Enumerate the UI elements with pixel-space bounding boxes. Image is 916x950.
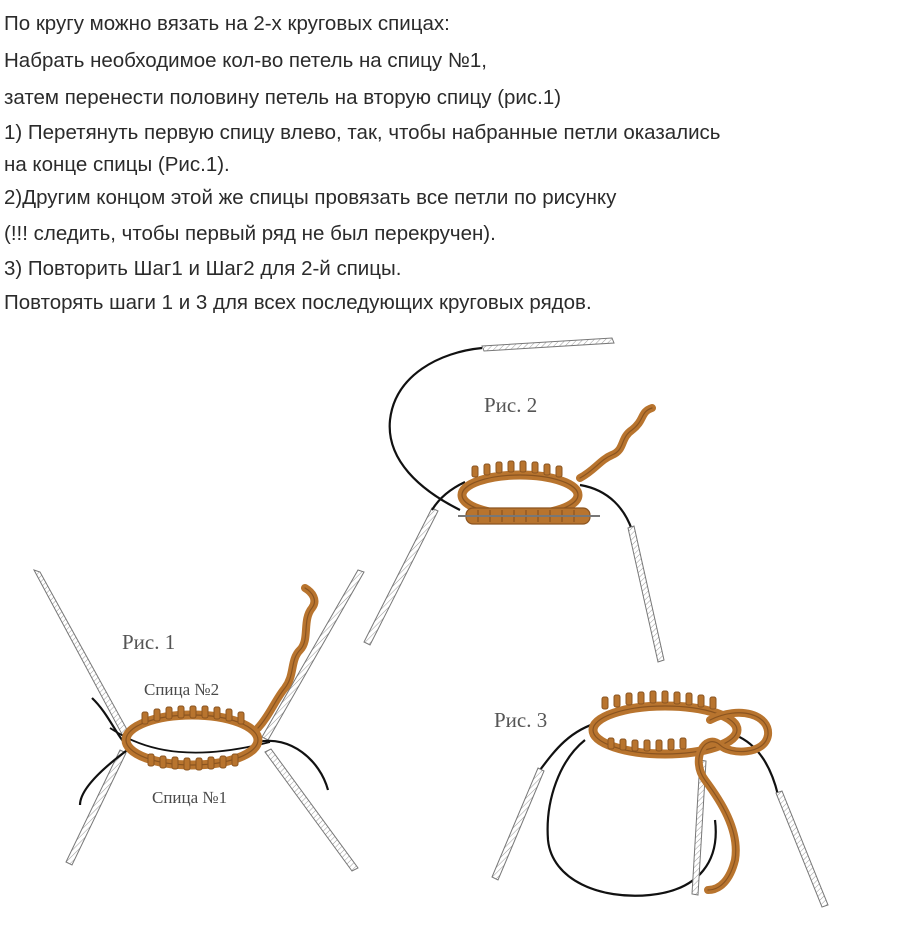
- needle-left-upper: [34, 570, 130, 738]
- needle-right-lower: [265, 749, 358, 871]
- cable-loop: [548, 740, 716, 896]
- instruction-line: 2)Другим концом этой же спицы провязать все петли по рисунку: [4, 186, 617, 209]
- stitches-inner: [608, 738, 686, 751]
- needle-top: [482, 338, 614, 351]
- needle-left-lower: [66, 750, 126, 865]
- figure-1: [34, 570, 364, 871]
- cable-right: [735, 735, 778, 795]
- instruction-line: 1) Перетянуть первую спицу влево, так, чтобы набранные петли оказались: [4, 121, 721, 144]
- instruction-line: затем перенести половину петель на вторую спицу (рис.1): [4, 86, 562, 109]
- instruction-line: По кругу можно вязать на 2-х круговых спицах:: [4, 12, 450, 35]
- needle-1-label: Спица №1: [152, 788, 228, 807]
- instruction-line: Повторять шаги 1 и 3 для всех последующих круговых рядов.: [4, 291, 592, 314]
- needle-lower-right: [628, 526, 664, 662]
- figure-1-label: Рис. 1: [122, 630, 176, 654]
- needle-2-label: Спица №2: [144, 680, 220, 699]
- instruction-line: 3) Повторить Шаг1 и Шаг2 для 2-й спицы.: [4, 257, 402, 280]
- instruction-line: Набрать необходимое кол-во петель на спицу №1,: [4, 49, 487, 72]
- figure-2: [364, 338, 664, 662]
- needle-right: [776, 791, 828, 907]
- cable-right: [580, 485, 632, 530]
- needle-lower-left: [364, 508, 438, 645]
- instruction-line: (!!! следить, чтобы первый ряд не был перекручен).: [4, 222, 496, 245]
- needle-left: [492, 768, 544, 880]
- figure-3-label: Рис. 3: [494, 708, 548, 732]
- stitches-needle-2: [142, 706, 244, 724]
- instruction-line: на конце спицы (Рис.1).: [4, 153, 230, 176]
- figure-2-label: Рис. 2: [484, 393, 538, 417]
